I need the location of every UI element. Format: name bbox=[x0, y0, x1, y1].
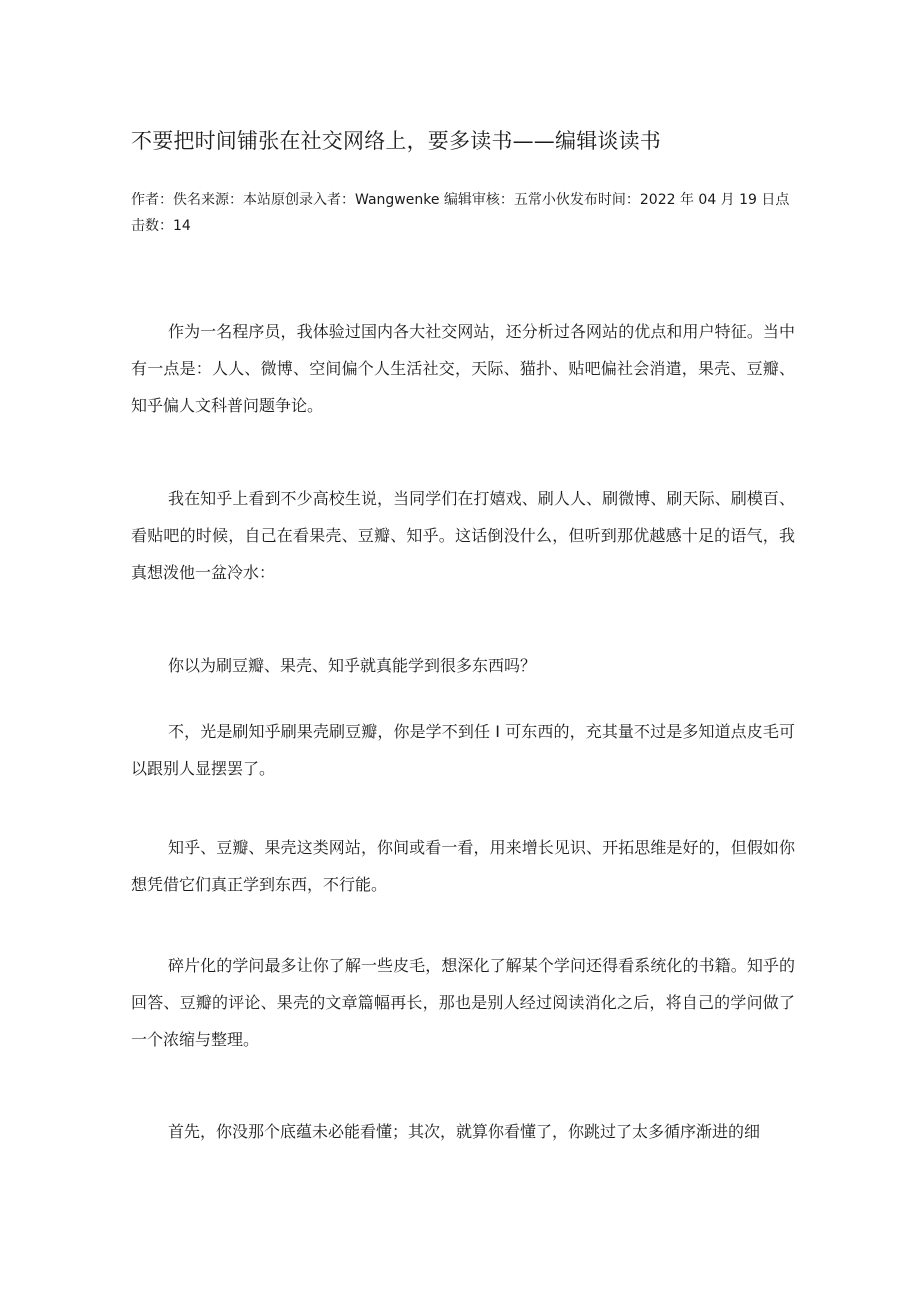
paragraph: 你以为刷豆瓣、果壳、知乎就真能学到很多东西吗？ bbox=[168, 656, 537, 675]
paragraph: 我在知乎上看到不少高校生说，当同学们在打嬉戏、刷人人、刷微博、刷天际、刷模百、看贴吧的时候，自己在看果壳、豆瓣、知乎。这话倒没什么，但听到那优越感十足的语气，我真想泼他一盆冷水： bbox=[131, 489, 795, 582]
paragraph: 不，光是刷知乎刷果壳刷豆瓣，你是学不到任 I 可东西的，充其量不过是多知道点皮毛可以跟别人显摆罢了。 bbox=[131, 722, 795, 778]
paragraph: 碎片化的学问最多让你了解一些皮毛，想深化了解某个学问还得看系统化的书籍。知乎的回答、豆瓣的评论、果壳的文章篇幅再长，那也是别人经过阅读消化之后，将自己的学问做了一个浓缩与整理。 bbox=[131, 956, 795, 1049]
paragraph: 首先，你没那个底蕴未必能看懂；其次，就算你看懂了，你跳过了太多循序渐进的细 bbox=[168, 1122, 761, 1141]
article-meta: 作者：佚名来源：本站原创录入者：Wangwenke 编辑审核：五常小伙发布时间：2022 年 04 月 19 日点击数：14 bbox=[131, 192, 790, 234]
paragraph: 作为一名程序员，我体验过国内各大社交网站，还分析过各网站的优点和用户特征。当中有一点是：人人、微博、空间偏个人生活社交，天际、猫扑、贴吧偏社会消遣，果壳、豆瓣、知乎偏人文科普问题争论。 bbox=[131, 322, 795, 415]
article-title: 不要把时间铺张在社交网络上，要多读书——编辑谈读书 bbox=[131, 129, 661, 153]
paragraph: 知乎、豆瓣、果壳这类网站，你间或看一看，用来增长见识、开拓思维是好的，但假如你想凭借它们真正学到东西，不行能。 bbox=[131, 838, 795, 894]
